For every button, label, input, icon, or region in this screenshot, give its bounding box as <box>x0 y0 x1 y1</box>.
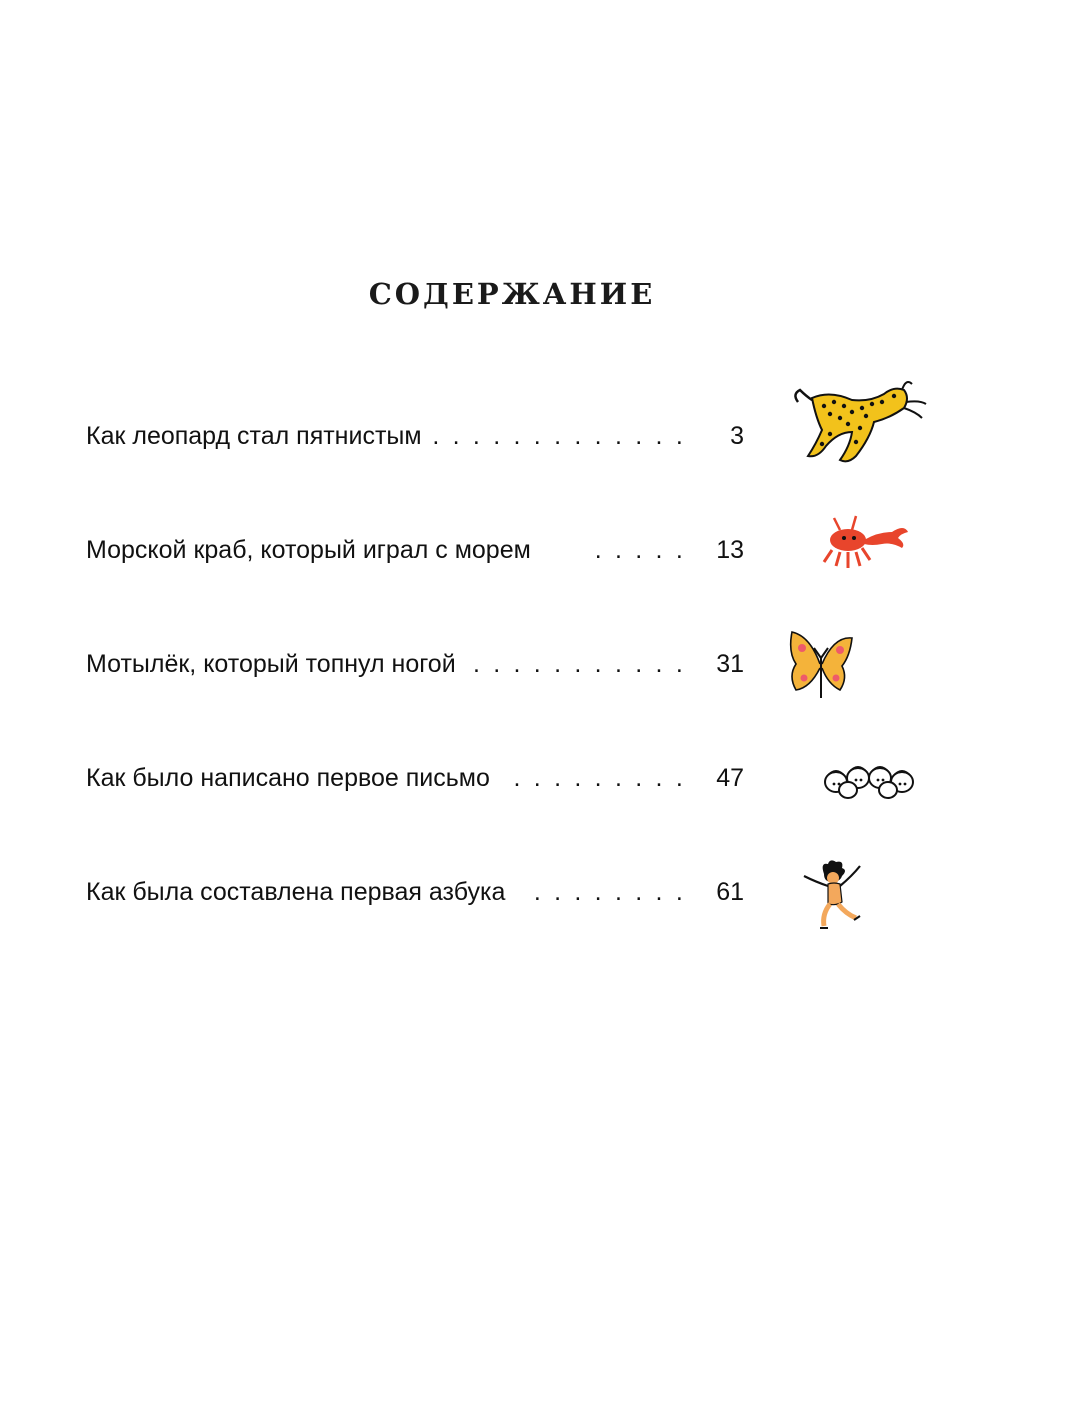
toc-page-number: 47 <box>716 764 744 792</box>
butterfly-illustration <box>784 628 859 703</box>
toc-leader-dots: . . . . . <box>594 536 686 564</box>
stones-illustration <box>822 758 926 804</box>
toc-entry[interactable] <box>86 530 746 570</box>
toc-entry-title[interactable]: Морской краб, который играл с морем <box>86 536 531 564</box>
toc-leader-dots: . . . . . . . . . <box>513 764 686 792</box>
toc-entry[interactable] <box>86 644 746 684</box>
toc-leader-dots: . . . . . . . . . . . . . <box>432 422 686 450</box>
toc-leader-dots: . . . . . . . . <box>533 878 686 906</box>
toc-entry-title[interactable]: Как леопард стал пятнистым <box>86 422 422 450</box>
toc-entry[interactable] <box>86 416 746 456</box>
toc-leader-dots: . . . . . . . . . . . <box>472 650 686 678</box>
toc-page-number: 31 <box>716 650 744 678</box>
leopard-illustration <box>790 372 930 472</box>
toc-entry[interactable] <box>86 758 746 798</box>
toc-entry-title[interactable]: Как было написано первое письмо <box>86 764 490 792</box>
toc-page-number: 61 <box>716 878 744 906</box>
crab-illustration <box>818 510 913 575</box>
toc-entry[interactable] <box>86 872 746 912</box>
page-title: СОДЕРЖАНИЕ <box>368 277 656 312</box>
toc-page-number: 3 <box>730 422 744 450</box>
toc-entry-title[interactable]: Мотылёк, который топнул ногой <box>86 650 456 678</box>
toc-entry-title[interactable]: Как была составлена первая азбука <box>86 878 506 906</box>
toc-page-number: 13 <box>716 536 744 564</box>
child-illustration <box>798 858 868 932</box>
